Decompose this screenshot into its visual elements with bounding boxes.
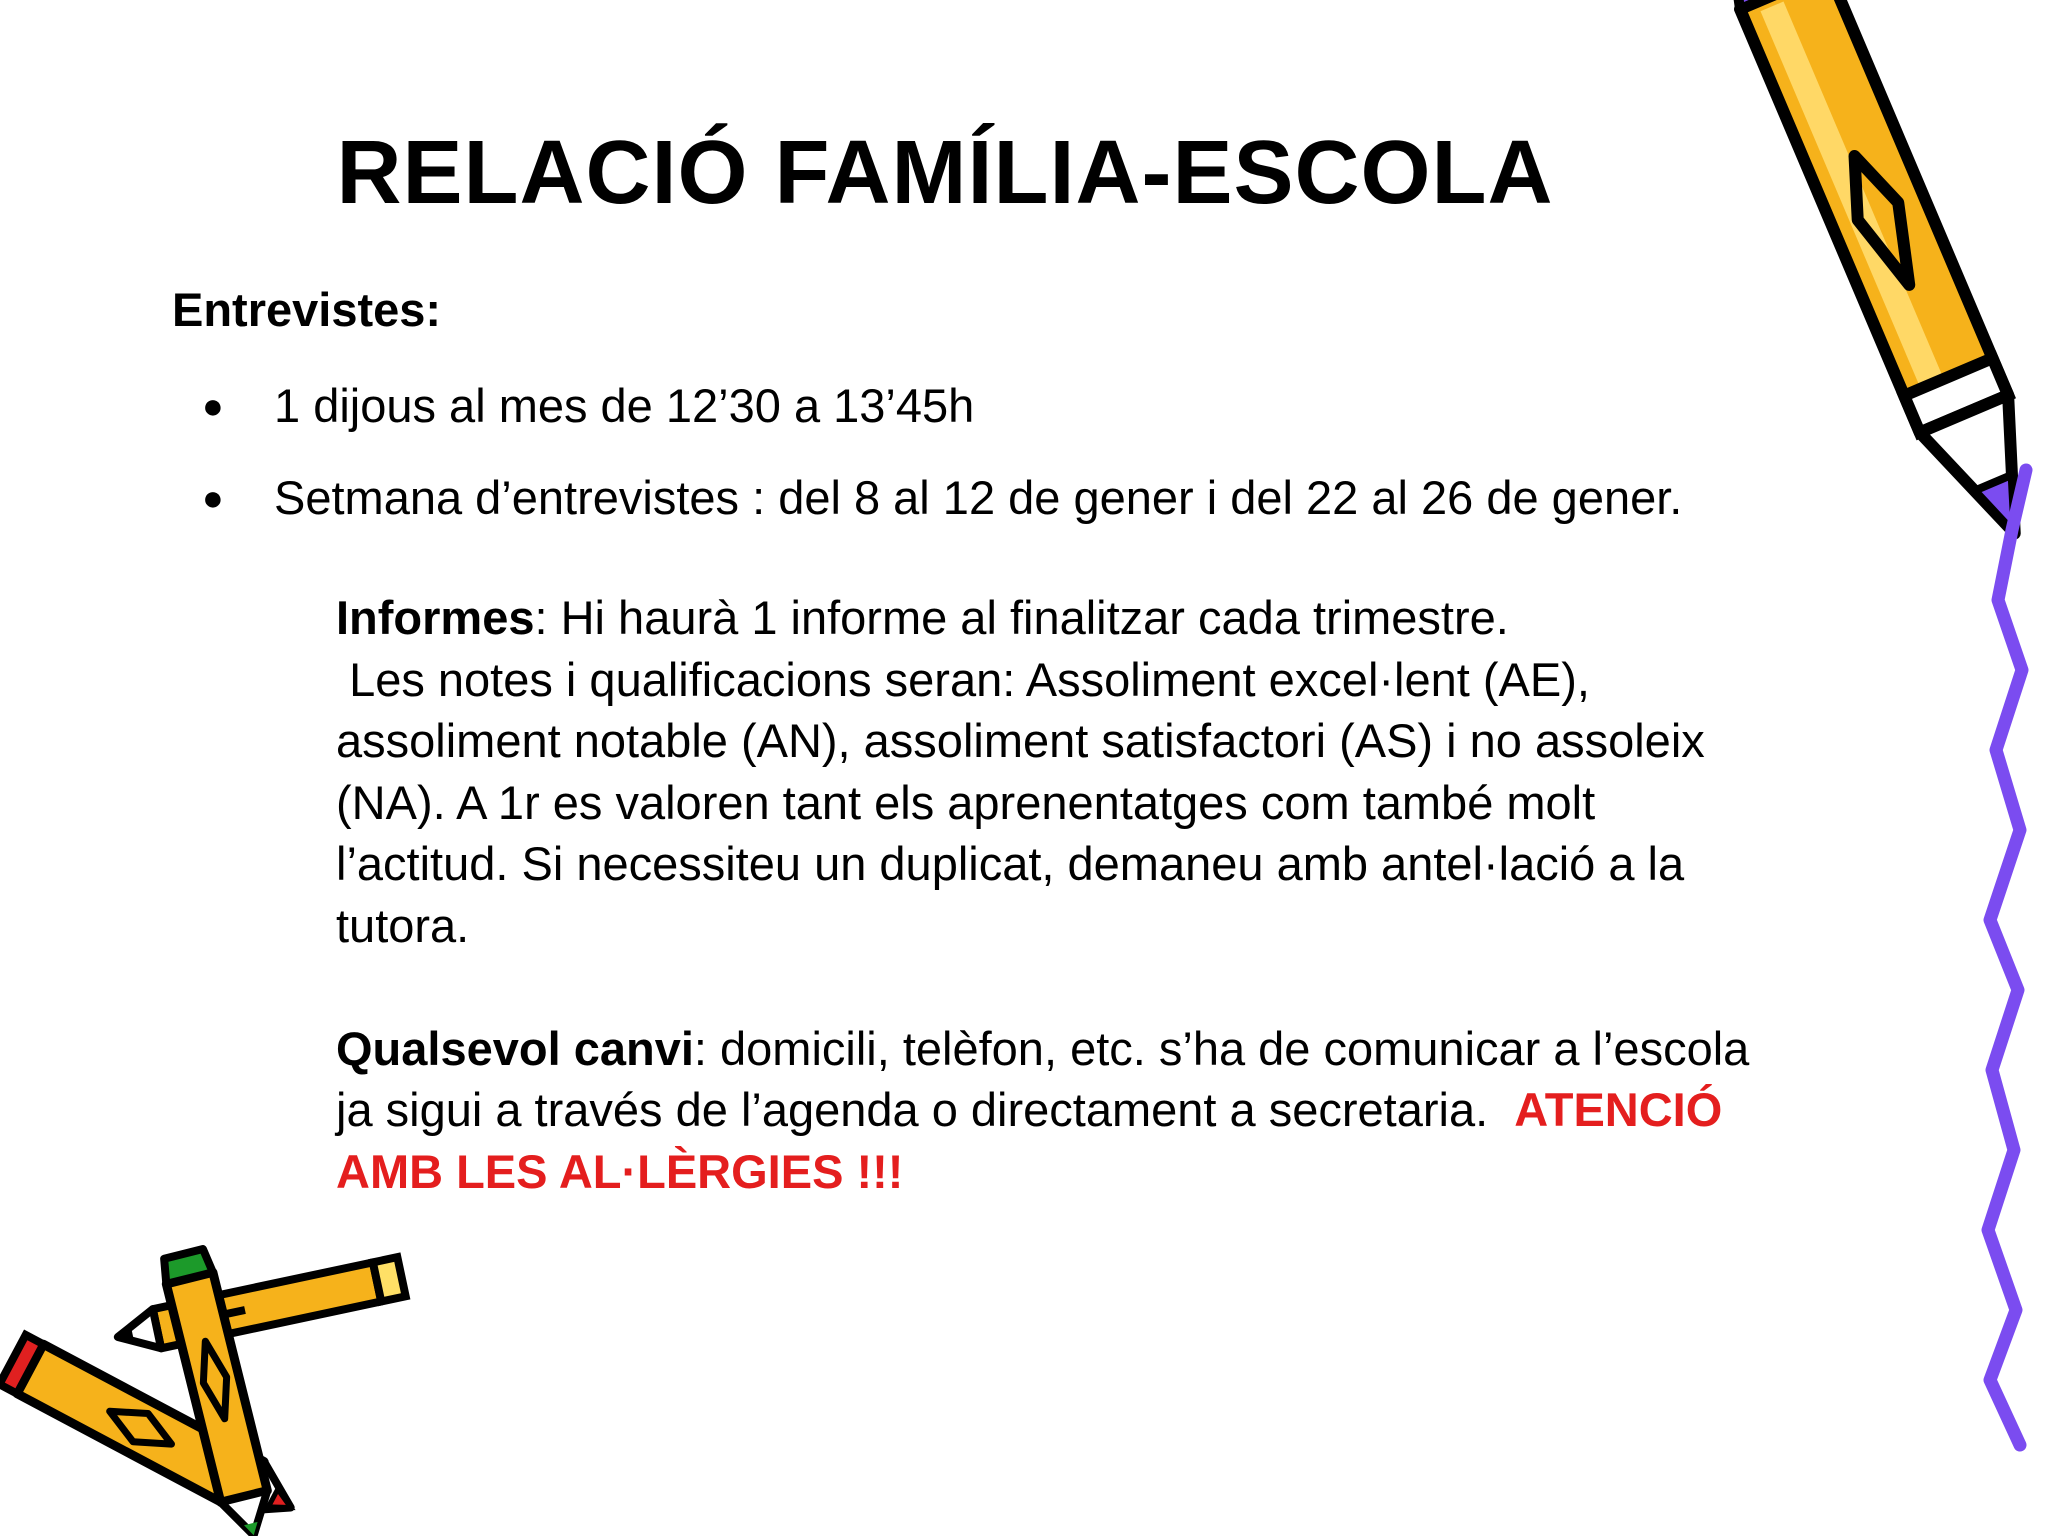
changes-label: Qualsevol canvi (336, 1021, 694, 1075)
crossed-pencils-icon (0, 1230, 420, 1530)
scribble-line (1930, 470, 2048, 1450)
interviews-heading: Entrevistes: (172, 283, 442, 336)
list-item (196, 467, 1756, 529)
grading-text: Les notes i qualificacions seran: Assoliment excel·lent (AE), assoliment notable (AN), assoliment satisfactori (AS) i no assoleix (NA). A 1r es valoren tant els aprenentatges com també molt l’actitud. Si necessiteu un duplicat, demaneu amb antel·lació a la tutora. (336, 652, 1705, 952)
reports-paragraph (336, 587, 1756, 649)
changes-paragraph (336, 1018, 1756, 1203)
bullet-icon: ● (202, 477, 224, 518)
interview-bullet-list (196, 375, 1756, 559)
bullet-text: Setmana d’entrevistes : del 8 al 12 de gener i del 22 al 26 de gener. (274, 471, 1683, 524)
slide-title: RELACIÓ FAMÍLIA-ESCOLA (336, 123, 1554, 223)
body-text-block (336, 587, 1756, 1202)
bullet-icon: ● (202, 385, 224, 426)
reports-text: : Hi haurà 1 informe al finalitzar cada trimestre. (534, 591, 1509, 644)
list-item (196, 375, 1756, 437)
reports-label: Informes (336, 591, 535, 644)
bullet-text: 1 dijous al mes de 12’30 a 13’45h (274, 379, 975, 432)
allergies-alert: ATENCIÓ AMB LES AL·LÈRGIES !!! (336, 1083, 1723, 1198)
changes-text: : domicili, telèfon, etc. s’ha de comunicar a l’escola ja sigui a través de l’agenda o directament a secretaria. (336, 1021, 1750, 1136)
grading-paragraph (336, 649, 1756, 957)
